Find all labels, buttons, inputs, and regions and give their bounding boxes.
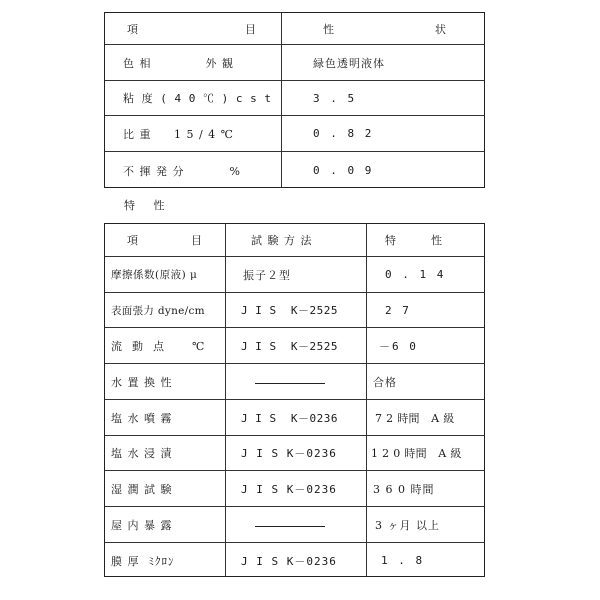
header-method: 試 験 方 法 <box>251 234 313 247</box>
not-applicable-dash <box>255 526 325 527</box>
table-row <box>105 543 484 578</box>
header-item-left: 項 <box>127 234 139 247</box>
row-value: －6 0 <box>379 339 418 353</box>
row-value: 0 . 0 9 <box>313 164 374 177</box>
section-title: 特 性 <box>124 199 167 212</box>
row-label: 流 動 点 ℃ <box>111 339 206 353</box>
table-row <box>105 507 484 543</box>
row-label: 湿 潤 試 験 <box>111 482 173 496</box>
row-value: 3 ヶ月 以上 <box>375 518 440 532</box>
row-value: 1 . 8 <box>381 554 425 567</box>
table-row <box>105 152 484 189</box>
row-value: 1 2 0 時間 A 級 <box>371 447 462 460</box>
row-value: 緑色透明液体 <box>313 56 385 70</box>
row-value: 3 6 0 時間 <box>373 482 435 496</box>
row-label: 塩 水 噴 霧 <box>111 411 173 425</box>
row-label: 粘 度 ( 4 0 ℃ ) c s t <box>123 92 272 105</box>
row-method: J I S K－2525 <box>241 304 338 317</box>
header-item-right: 目 <box>191 234 203 247</box>
header-property-left: 性 <box>323 22 335 36</box>
row-label: 比 重 1 5 / 4 ℃ <box>123 127 234 141</box>
row-label: 色 相 外 観 <box>123 56 234 70</box>
row-label: 不 揮 発 分 % <box>123 164 241 178</box>
row-label: 摩擦係数(原液) μ <box>111 269 198 281</box>
table-row <box>105 81 484 116</box>
row-method: J I S K－0236 <box>241 554 337 568</box>
header-property-right: 状 <box>435 22 447 36</box>
not-applicable-dash <box>255 383 325 384</box>
row-method: 振子２型 <box>243 268 291 282</box>
row-value: 7 2 時間 A 級 <box>375 411 455 425</box>
table-row <box>105 45 484 81</box>
row-label: 膜 厚 ﾐｸﾛﾝ <box>111 554 175 568</box>
table-row <box>105 257 484 293</box>
row-label: 塩 水 浸 漬 <box>111 447 173 460</box>
row-value: 2 7 <box>385 303 411 317</box>
row-value: 0 . 8 2 <box>313 127 374 140</box>
row-method: J I S K－2525 <box>241 339 338 353</box>
header-property-right: 性 <box>431 234 443 247</box>
table-row <box>105 364 484 400</box>
row-value: 合格 <box>373 375 397 389</box>
row-method: J I S K－0236 <box>241 482 337 496</box>
table-header-row <box>105 13 484 45</box>
row-value: 3 . 5 <box>313 91 357 105</box>
table-row <box>105 436 484 471</box>
properties-table <box>104 12 485 188</box>
characteristics-table <box>104 223 485 577</box>
table-row <box>105 293 484 328</box>
header-property-left: 特 <box>385 234 397 247</box>
row-method: J I S K－0236 <box>241 447 337 460</box>
row-label: 表面張力 dyne/cm <box>111 304 205 317</box>
row-label: 屋 内 暴 露 <box>111 518 173 532</box>
row-value: 0 . 1 4 <box>385 268 446 281</box>
table-row <box>105 400 484 436</box>
table-row <box>105 471 484 507</box>
table-row <box>105 116 484 152</box>
row-label: 水 置 換 性 <box>111 375 173 389</box>
row-method: J I S K－0236 <box>241 411 338 425</box>
header-item-left: 項 <box>127 22 139 36</box>
header-item-right: 目 <box>245 22 257 36</box>
table-header-row <box>105 224 484 257</box>
table-row <box>105 328 484 364</box>
